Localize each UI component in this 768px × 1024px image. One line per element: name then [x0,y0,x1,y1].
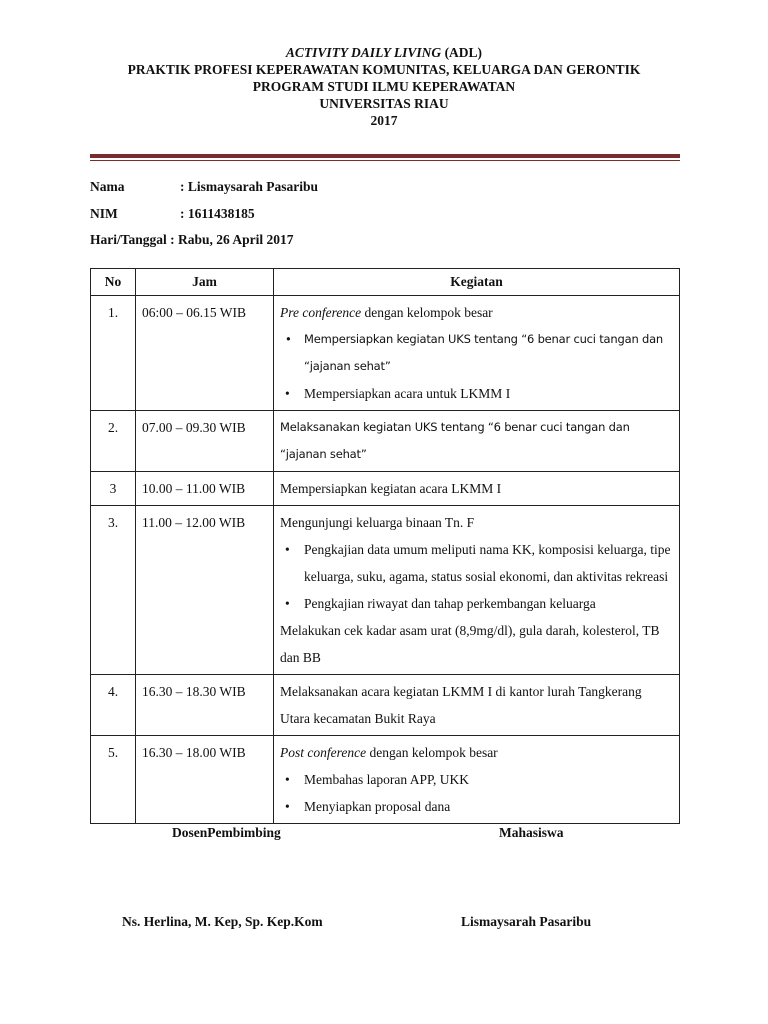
list-item: • Mempersiapkan acara untuk LKMM I [304,380,673,407]
row-kegiatan: Mempersiapkan kegiatan acara LKMM I [274,472,680,506]
row-kegiatan: Melaksanakan acara kegiatan LKMM I di kantor lurah Tangkerang Utara kecamatan Bukit Raya [274,675,680,736]
nim-label: NIM [90,206,118,221]
signature-title-student: Mahasiswa [499,825,564,840]
row-no: 3. [91,506,136,675]
table-row [91,472,680,506]
row-trailing: Melakukan cek kadar asam urat (8,9mg/dl), gula darah, kolesterol, TB dan BB [280,623,660,665]
nim-value: : 1611438185 [180,206,255,221]
header-university: UNIVERSITAS RIAU [319,96,449,111]
row-no: 3 [91,472,136,506]
row-jam: 16.30 – 18.00 WIB [136,736,274,824]
row-jam: 16.30 – 18.30 WIB [136,675,274,736]
list-item: • Membahas laporan APP, UKK [304,766,673,793]
table-row [91,296,680,411]
info-nim [90,206,255,222]
bullet-list [280,326,673,407]
list-item: • Pengkajian data umum meliputi nama KK, komposisi keluarga, tipe keluarga, suku, agama, status sosial ekonomi, dan aktivitas rekreasi [304,536,673,590]
header-study: PROGRAM STUDI ILMU KEPERAWATAN [252,79,516,94]
nama-label: Nama [90,179,125,194]
header-year: 2017 [370,113,398,128]
info-nama [90,179,318,195]
signature-name-supervisor: Ns. Herlina, M. Kep, Sp. Kep.Kom [122,914,323,929]
table-row [91,736,680,824]
table-row [91,506,680,675]
row-no: 1. [91,296,136,411]
bullet-list [280,536,673,617]
table-header-row [91,269,680,296]
list-item: • Mempersiapkan kegiatan UKS tentang “6 benar cuci tangan dan “jajanan sehat” [304,326,673,380]
header-kegiatan: Kegiatan [274,269,680,296]
activity-table [90,268,680,824]
table-row [91,675,680,736]
row-kegiatan [274,736,680,824]
signature-title-supervisor: DosenPembimbing [172,825,281,840]
header-jam: Jam [136,269,274,296]
row-kegiatan [274,296,680,411]
row-kegiatan: Melaksanakan kegiatan UKS tentang “6 benar cuci tangan dan “jajanan sehat” [274,411,680,472]
list-item: • Menyiapkan proposal dana [304,793,673,820]
row-no: 5. [91,736,136,824]
row-jam: 06:00 – 06.15 WIB [136,296,274,411]
header-divider-thin [90,160,680,161]
row-no: 2. [91,411,136,472]
row-lead: Pre conference dengan kelompok besar [280,305,493,320]
row-kegiatan [274,506,680,675]
header-title: ACTIVITY DAILY LIVING (ADL) [285,45,483,60]
row-jam: 10.00 – 11.00 WIB [136,472,274,506]
document-header [0,44,768,129]
hari-value: : Rabu, 26 April 2017 [166,232,294,247]
bullet-list [280,766,673,820]
header-no: No [91,269,136,296]
row-no: 4. [91,675,136,736]
header-program: PRAKTIK PROFESI KEPERAWATAN KOMUNITAS, KELUARGA DAN GERONTIK [127,62,641,77]
list-item: • Pengkajian riwayat dan tahap perkembangan keluarga [304,590,673,617]
row-lead: Post conference dengan kelompok besar [280,745,498,760]
table-row [91,411,680,472]
hari-label: Hari/Tanggal [90,232,167,247]
row-jam: 11.00 – 12.00 WIB [136,506,274,675]
header-divider-thick [90,154,680,158]
signature-name-student: Lismaysarah Pasaribu [461,914,592,929]
row-jam: 07.00 – 09.30 WIB [136,411,274,472]
info-hari-tanggal [90,232,294,248]
row-lead: Mengunjungi keluarga binaan Tn. F [280,515,475,530]
nama-value: : Lismaysarah Pasaribu [180,179,319,194]
